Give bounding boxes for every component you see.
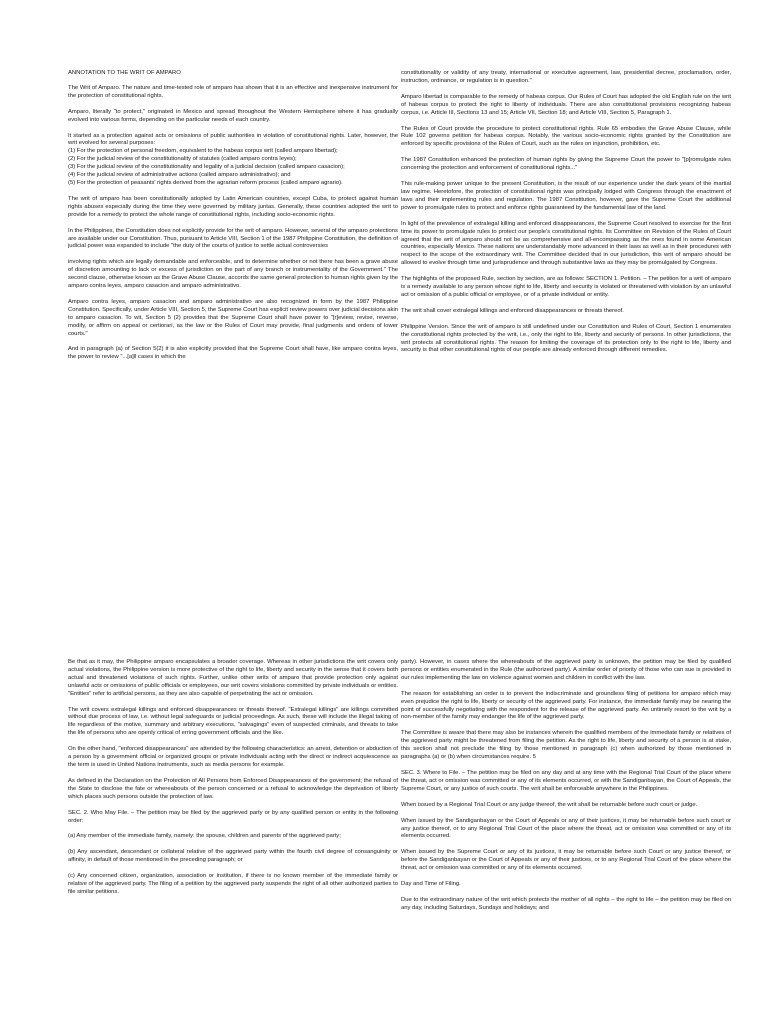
paragraph: In light of the prevalence of extralegal killing and enforced disappearances, the Supreme Court resolved to exercise for the first time its power to promulgate rules to protect our people's constitutional rights. Its Committee on Revision of the Rules of Court agreed that the writ of amparo should not be as comprehensive and all-encompassing as the ones found in some American countries, especially Mexico. These nations are understandably more advanced in their laws as well as in their procedures with respect to the scope of the extraordinary writ. The Committee decided that in our jurisdiction, this writ of amparo should be allowed to evolve through time and jurisprudence and through substantive laws as they may be promulgated by Congress. — [401, 220, 731, 267]
paragraph: The Writ of Amparo. The nature and time-tested role of amparo has shown that it is an effective and inexpensive instrument for the protection of constitutional rights. — [68, 84, 398, 99]
page-1-left-column — [68, 70, 398, 362]
paragraph: When issued by a Regional Trial Court or any judge thereof, the writ shall be returnable before such court or judge. — [401, 801, 698, 808]
paragraph: The writ covers extralegal killings and enforced disappearances or threats thereof. "Extralegal killings" are killings committed without due process of law, i.e. without legal safeguards or judicial proceedings. As such, these will include the illegal taking of life regardless of the motive, summary and arbitrary executions, "salvagings" even of suspected criminals, and threats to take the life of persons who are openly critical of erring government officials and the like. — [68, 706, 398, 737]
paragraph: Amparo contra leyes, amparo casacion and amparo administrativo are also recognized in form by the 1987 Philippine Constitution. Specifically, under Article VIII, Section 5, the Supreme Court has explicit review powers over judicial decisions akin to amparo casacion. To wit, Section 5 (2) provides that the Supreme Court shall have power to "[r]eview, revise, reverse, modify, or affirm on appeal or certiorari, as the law or the Rules of Court may provide, final judgments and orders of lower courts." — [68, 298, 398, 337]
paragraph: SEC. 2. Who May File. – The petition may be filed by the aggrieved party or by any qualified person or entity in the following order: — [68, 809, 398, 824]
paragraph: The writ of amparo has been constitutionally adopted by Latin American countries, except Cuba, to protect against human rights abuses especially during the time they were governed by military juntas. Generally, these countries adopted the writ to provide for a remedy to protect the whole range of constitutional rights, including socio-economic rights. — [68, 195, 398, 218]
paragraph: It started as a protection against acts or omissions of public authorities in violation of constitutional rights. Later, however, the writ evolved for several purposes: (1) For the protection of personal freedom, equivalent to the habeas corpus writ (called amparo libertad); (2) For the judicial review of the constitutionality of statutes (called amparo contra leyes); (3) For the judicial review of the constitutionality and legality of a judicial decision (called amparo casacion); (4) For the judicial review of administrative actions (called amparo administrativo); and (5) For the protection of peasants' rights derived from the agrarian reform process (called amparo agrario). — [68, 132, 398, 186]
paragraph: (b) Any ascendant, descendant or collateral relative of the aggrieved party within the fourth civil degree of consanguinity or affinity, in default of those mentioned in the preceding paragraph; or — [68, 849, 398, 864]
paragraph: The Committee is aware that there may also be instances wherein the qualified members of the immediate family or relatives of the aggrieved party might be threatened from filing the petition. As the right to life, liberty and security of a person is at stake, this section shall not preclude the filing by those mentioned in paragraph (c) when authorized by those mentioned in paragraphs (a) or (b) when circumstances require. 5 — [401, 730, 731, 761]
paragraph: (c) Any concerned citizen, organization, association or institution, if there is no known member of the immediate family or relative of the aggrieved party. The filing of a petition by the aggrieved party suspends the right of all other authorized parties to file similar petitions. — [68, 873, 398, 895]
paragraph: Amparo libertad is comparable to the remedy of habeas corpus. Our Rules of Court has adopted the old English rule on the writ of habeas corpus to protect the right to liberty of individuals. There are also constitutional provisions recognizing habeas corpus, i.e. Article III, Sections 13 and 15; Article VII, Section 18; and Article VIII, Section 5, Paragraph 1. — [401, 93, 731, 116]
paragraph: constitutionality or validity of any treaty, international or executive agreement, law, presidential decree, proclamation, order, instruction, ordinance, or regulation is in question." — [401, 70, 731, 84]
page-2-left-column — [68, 659, 398, 897]
paragraph: Day and Time of Filing. — [401, 881, 461, 888]
paragraph: party). However, in cases where the whereabouts of the aggrieved party is unknown, the petition may be filed by qualified persons or entities enumerated in the Rule (the authorized party). A similar order of priority of those who can sue is provided in our rules implementing the law on violence against women and children in conflict with the law. — [401, 659, 731, 681]
paragraph: On the other hand, "enforced disappearances" are attended by the following characteristics: an arrest, detention or abduction of a person by a government official or organized groups or private individuals acting with the direct or indirect acquiescence as the term is used in United Nations instruments, such as media persons for example. — [68, 746, 398, 768]
paragraph: Philippine Version. Since the writ of amparo is still undefined under our Constitution and Rules of Court, Section 1 enumerates the constitutional rights protected by the writ, i.e., only the right to life, liberty and security of persons. In other jurisdictions, the writ protects all constitutional rights. The reason for limiting the coverage of its protection only to the right to life, liberty and security is that other constitutional rights of our people are already enforced through different remedies. — [401, 323, 731, 354]
paragraph: Be that as it may, the Philippine amparo encapsulates a broader coverage. Whereas in other jurisdictions the writ covers only actual violations, the Philippine version is more protective of the right to life, liberty and security in the sense that it covers both actual and threatened violations of such rights. Further, unlike other writs of amparo that provide protection only against unlawful acts or omissions of public officials or employees, our writ covers violations committed by private individuals or entities. "Entities" refer to artificial persons, as they are also capable of perpetrating the act or omission. — [68, 659, 398, 697]
page-2-right-column — [401, 659, 731, 913]
paragraph: Due to the extraordinary nature of the writ which protects the mother of all rights – the right to life – the petition may be filed on any day, including Saturdays, Sundays and holidays; and — [401, 896, 731, 911]
paragraph: The Rules of Court provide the procedure to protect constitutional rights. Rule 65 embodies the Grave Abuse Clause, while Rule 102 governs petition for habeas corpus. Notably, the various socio-economic rights granted by the Constitution are enforced by specific provisions of the Rules of Court, such as the rules on injunction, prohibition, etc. — [401, 125, 731, 148]
paragraph: When issued by the Sandiganbayan or the Court of Appeals or any of their justices, it may be returnable before such court or any justice thereof, or to any Regional Trial Court of the place where the threat, act or omission was committed or any of its elements occurred. — [401, 817, 731, 840]
document-page-2 — [0, 512, 768, 1024]
paragraph: SEC. 3. Where to File. – The petition may be filed on any day and at any time with the Regional Trial Court of the place where the threat, act or omission was committed or any of its elements occurred, or with the Sandiganbayan, the Court of Appeals, the Supreme Court, or any justice of such courts. The writ shall be enforceable anywhere in the Philippines. — [401, 769, 731, 792]
paragraph: Amparo, literally "to protect," originated in Mexico and spread throughout the Western Hemisphere where it has gradually evolved into various forms, depending on the particular needs of each country. — [68, 108, 398, 123]
document-title: ANNOTATION TO THE WRIT OF AMPARO — [68, 70, 181, 76]
paragraph: When issued by the Supreme Court or any of its justices, it may be returnable before such Court or any justice thereof, or before the Sandiganbayan or the Court of Appeals or any of their justices, or to any Regional Trial Court of the place where the threat, act or omission was committed or any of its elements occurred. — [401, 849, 731, 872]
page-1-right-column — [401, 70, 731, 355]
paragraph: And in paragraph (a) of Section 5(2) it is also explicitly provided that the Supreme Court shall have, like amparo contra leyes, the power to review "...[a]ll cases in which the — [68, 346, 398, 361]
paragraph: The writ shall cover extralegal killings and enforced disappearances or threats thereof. — [401, 307, 624, 314]
paragraph: As defined in the Declaration on the Protection of All Persons from Enforced Disappearances of the government; the refusal of the State to disclose the fate or whereabouts of the person concerned or a refusal to acknowledge the deprivation of liberty which places such persons outside the protection of law. — [68, 777, 398, 800]
paragraph: (a) Any member of the immediate family, namely: the spouse, children and parents of the aggrieved party; — [68, 833, 341, 840]
paragraph: In the Philippines, the Constitution does not explicitly provide for the writ of amparo. However, several of the amparo protections are available under our Constitution. Thus, pursuant to Article VIII, Section 1 of the 1987 Philippine Constitution, the definition of judicial power was expanded to include "the duty of the courts of justice to settle actual controversies — [68, 227, 398, 250]
paragraph: The highlights of the proposed Rule, section by section, are as follows: SECTION 1. Petition. – The petition for a writ of amparo is a remedy available to any person whose right to life, liberty and security is violated or threatened with violation by an unlawful act or omission of a public official or employee, or of a private individual or entity. — [401, 276, 731, 298]
paragraph: The reason for establishing an order is to prevent the indiscriminate and groundless filing of petitions for amparo which may even prejudice the right to life, liberty or security of the aggrieved party. For instance, the immediate family may be nearing the point of successfully negotiating with the respondent for the release of the aggrieved party. An untimely resort to the writ by a non-member of the family may endanger the life of the aggrieved party. — [401, 690, 731, 721]
paragraph: involving rights which are legally demandable and enforceable, and to determine whether or not there has been a grave abuse of discretion amounting to lack or excess of jurisdiction on the part of any branch or instrumentality of the Government." The second clause, otherwise known as the Grave Abuse Clause, accords the same general protection to human rights given by the amparo contra leyes, amparo casacion and amparo administrativo. — [68, 259, 398, 290]
paragraph: The 1987 Constitution enhanced the protection of human rights by giving the Supreme Court the power to "[p]romulgate rules concerning the protection and enforcement of constitutional rights..." — [401, 157, 731, 172]
paragraph: This rule-making power unique to the present Constitution, is the result of our experience under the dark years of the martial law regime. Heretofore, the protection of constitutional rights was principally lodged with Congress through the enactment of laws and their implementing rules and regulation. The 1987 Constitution, however, gave the Supreme Court the additional power to promulgate rules to protect and enforce rights guaranteed by the fundamental law of the land. — [401, 181, 731, 211]
